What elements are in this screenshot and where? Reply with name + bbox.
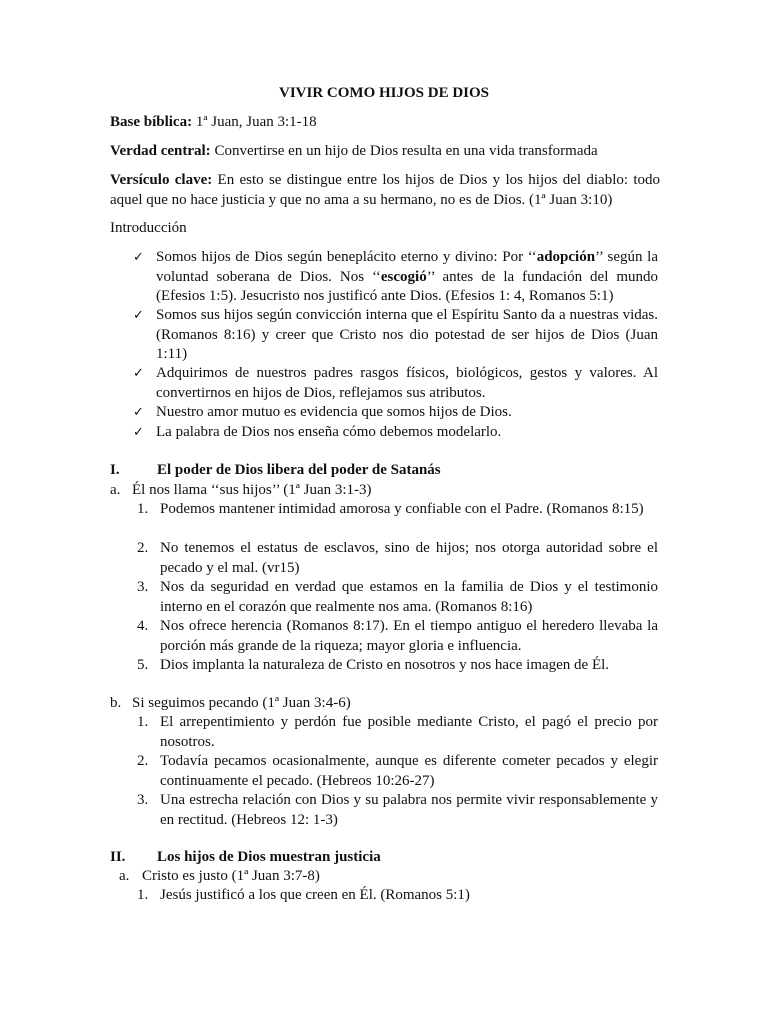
list-number: 4. — [137, 618, 149, 634]
check-icon: ✓ — [133, 425, 144, 440]
bullet-text: ’’ según la voluntad soberana de Dios. Nos ‘‘ — [156, 249, 658, 285]
intro-bullet-5: La palabra de Dios nos enseña cómo debemos modelarlo. — [156, 424, 502, 440]
section-1a-text: Él nos llama ‘‘sus hijos’’ (1ª Juan 3:1-3) — [132, 482, 372, 498]
intro-bullet-3: Adquirimos de nuestros padres rasgos físicos, biológicos, gestos y valores. Al convertirnos en hijos de Dios, reflejamos sus atributos. — [156, 365, 658, 401]
versiculo-text: En esto se distingue entre los hijos de Dios y los hijos del diablo: todo aquel que no hace justicia y que no ama a su hermano, no es de Dios. (1ª Juan 3:10) — [110, 172, 661, 208]
list-item: El arrepentimiento y perdón fue posible mediante Cristo, el pagó el precio por nosotros. — [160, 714, 658, 750]
list-item: Dios implanta la naturaleza de Cristo en nosotros y nos hace imagen de Él. — [160, 657, 610, 673]
section-1-number: I. — [110, 462, 120, 478]
bullet-bold-word: escogió — [380, 268, 427, 285]
list-number: 1. — [137, 887, 149, 903]
section-2a-letter: a. — [119, 868, 130, 884]
versiculo-label: Versículo clave: — [110, 172, 213, 188]
bullet-text: ’’ antes de la fundación del mundo (Efesios 1:5). Jesucristo nos justificó ante Dios. (Efesios 1: 4, Romanos 5:1) — [156, 268, 659, 304]
intro-heading: Introducción — [110, 220, 187, 236]
check-icon: ✓ — [133, 308, 144, 323]
section-1b-letter: b. — [110, 695, 122, 711]
list-number: 1. — [137, 714, 149, 730]
base-label: Base bíblica: — [110, 114, 193, 130]
document-title: VIVIR COMO HIJOS DE DIOS — [278, 85, 490, 101]
list-number: 3. — [137, 792, 149, 808]
list-number: 2. — [137, 540, 149, 556]
list-item: Nos ofrece herencia (Romanos 8:17). En el tiempo antiguo el heredero llevaba la porción más grande de la riqueza; mayor gloria e influencia. — [160, 618, 658, 654]
section-2a-text: Cristo es justo (1ª Juan 3:7-8) — [142, 868, 320, 884]
list-item: Podemos mantener intimidad amorosa y confiable con el Padre. (Romanos 8:15) — [160, 501, 644, 517]
verdad-central — [110, 142, 660, 162]
intro-bullet-1 — [156, 248, 658, 307]
bullet-bold-word: adopción — [536, 249, 596, 265]
versiculo-clave — [110, 171, 660, 210]
intro-bullet-4: Nuestro amor mutuo es evidencia que somos hijos de Dios. — [156, 404, 512, 420]
verdad-text: Convertirse en un hijo de Dios resulta en una vida transformada — [210, 143, 598, 159]
section-2-number: II. — [110, 849, 126, 865]
check-icon: ✓ — [133, 366, 144, 381]
base-text: 1ª Juan, Juan 3:1-18 — [192, 114, 317, 130]
section-1b-text: Si seguimos pecando (1ª Juan 3:4-6) — [132, 695, 351, 711]
verdad-label: Verdad central: — [110, 143, 211, 159]
list-item: Nos da seguridad en verdad que estamos en la familia de Dios y el testimonio interno en el corazón que realmente nos ama. (Romanos 8:16) — [160, 579, 658, 615]
list-number: 2. — [137, 753, 149, 769]
intro-bullet-2: Somos sus hijos según convicción interna que el Espíritu Santo da a nuestras vidas. (Romanos 8:16) y creer que Cristo nos dio potestad de ser hijos de Dios (Juan 1:11) — [156, 307, 658, 362]
bullet-text: Somos hijos de Dios según beneplácito eterno y divino: Por ‘‘ — [156, 249, 537, 265]
list-item: Todavía pecamos ocasionalmente, aunque es diferente cometer pecados y elegir continuamente el pecado. (Hebreos 10:26-27) — [160, 753, 658, 789]
section-2-title: Los hijos de Dios muestran justicia — [157, 849, 381, 865]
list-number: 1. — [137, 501, 149, 517]
base-biblica — [110, 113, 660, 133]
section-1-title: El poder de Dios libera del poder de Satanás — [157, 462, 441, 478]
list-number: 3. — [137, 579, 149, 595]
list-number: 5. — [137, 657, 149, 673]
check-icon: ✓ — [133, 405, 144, 420]
list-item: Jesús justificó a los que creen en Él. (Romanos 5:1) — [160, 887, 470, 903]
list-item: Una estrecha relación con Dios y su palabra nos permite vivir responsablemente y en rectitud. (Hebreos 12: 1-3) — [160, 792, 658, 828]
check-icon: ✓ — [133, 250, 144, 265]
list-item: No tenemos el estatus de esclavos, sino de hijos; nos otorga autoridad sobre el pecado y el mal. (vr15) — [160, 540, 658, 576]
section-1a-letter: a. — [110, 482, 121, 498]
